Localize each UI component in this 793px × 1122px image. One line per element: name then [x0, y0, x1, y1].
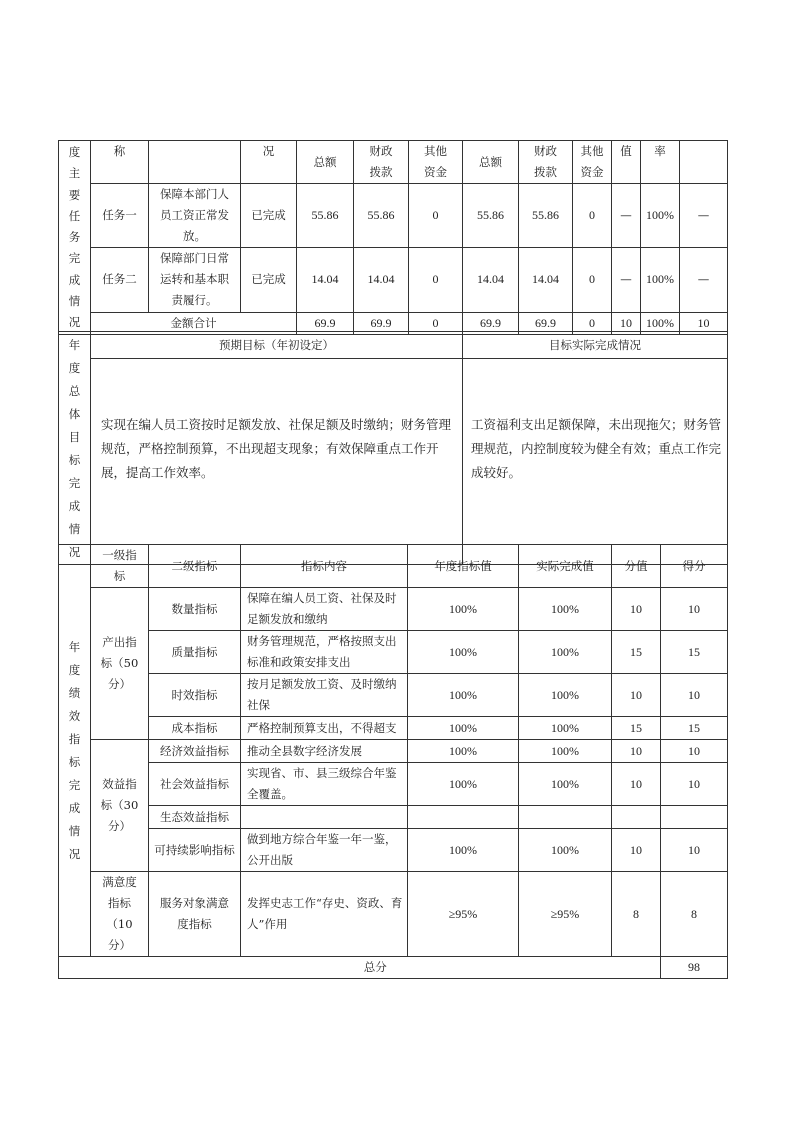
header-actual-other: 其他资金: [573, 141, 612, 184]
task-completion-table: [58, 140, 728, 335]
indicator-score: 10: [661, 588, 728, 631]
indicator-weight: 10: [612, 829, 661, 872]
indicator-content: 推动全县数字经济发展: [241, 740, 408, 763]
indicator-content: [241, 806, 408, 829]
indicator-content: 保障在编人员工资、社保及时足额发放和缴纳: [241, 588, 408, 631]
task-status: 已完成: [241, 184, 297, 248]
indicator-actual: 100%: [519, 829, 612, 872]
indicator-weight: 15: [612, 631, 661, 674]
task-actual-other: 0: [573, 248, 612, 312]
indicator-target: 100%: [408, 740, 519, 763]
indicator-weight: 10: [612, 588, 661, 631]
header-actual-fiscal: 财政拨款: [519, 141, 573, 184]
header-budget-fiscal: 财政拨款: [354, 141, 409, 184]
header-score: [680, 141, 728, 184]
indicator-row: [59, 829, 728, 872]
grand-total-weight: 98: [661, 957, 728, 979]
indicator-row: [59, 872, 728, 957]
group-label-satisfaction: 满意度指标（10分）: [91, 872, 149, 957]
indicator-row: [59, 763, 728, 806]
indicator-level2: 经济效益指标: [149, 740, 241, 763]
task-score: —: [680, 248, 728, 312]
indicator-level2: 可持续影响指标: [149, 829, 241, 872]
task-row: [59, 248, 728, 312]
indicator-weight: [612, 806, 661, 829]
total-budget-other: 0: [409, 312, 463, 334]
header-score: 得分: [661, 545, 728, 588]
task-budget-other: 0: [409, 184, 463, 248]
header-weight: 分值: [612, 545, 661, 588]
header-actual-total: 总额: [463, 141, 519, 184]
indicator-weight: 10: [612, 740, 661, 763]
goal-content-row: [59, 359, 728, 565]
task-actual-total: 14.04: [463, 248, 519, 312]
indicator-target: 100%: [408, 588, 519, 631]
header-name: 称: [91, 141, 149, 184]
header-status: 况: [241, 141, 297, 184]
task-score-value: —: [612, 248, 641, 312]
indicator-target: 100%: [408, 717, 519, 740]
task-exec-rate: 100%: [641, 248, 680, 312]
indicator-target: ≥95%: [408, 872, 519, 957]
total-budget-fiscal: 69.9: [354, 312, 409, 334]
task-content: 保障部门日常运转和基本职责履行。: [149, 248, 241, 312]
indicator-score: 10: [661, 740, 728, 763]
annual-goal-table: [58, 331, 728, 565]
total-budget-total: 69.9: [297, 312, 354, 334]
actual-goal-header: 目标实际完成情况: [463, 332, 728, 359]
indicator-content: 发挥史志工作“存史、资政、育人”作用: [241, 872, 408, 957]
task-actual-fiscal: 55.86: [519, 184, 573, 248]
task-score-value: —: [612, 184, 641, 248]
indicator-actual: [519, 806, 612, 829]
indicator-score: 10: [661, 763, 728, 806]
group-label-benefit: 效益指标（30分）: [91, 740, 149, 872]
total-actual-fiscal: 69.9: [519, 312, 573, 334]
indicator-level2: 服务对象满意度指标: [149, 872, 241, 957]
indicator-actual: 100%: [519, 717, 612, 740]
indicator-target: [408, 806, 519, 829]
indicator-actual: 100%: [519, 588, 612, 631]
indicator-weight: 10: [612, 674, 661, 717]
grand-total-spacer: [59, 957, 91, 979]
header-budget-total: 总额: [297, 141, 354, 184]
indicator-row: [59, 631, 728, 674]
header-budget-other: 其他资金: [409, 141, 463, 184]
task-score: —: [680, 184, 728, 248]
indicator-actual: ≥95%: [519, 872, 612, 957]
indicator-content: 财务管理规范，严格按照支出标准和政策安排支出: [241, 631, 408, 674]
total-actual-other: 0: [573, 312, 612, 334]
indicator-score: [661, 806, 728, 829]
indicator-actual: 100%: [519, 674, 612, 717]
goal-header-row: [59, 332, 728, 359]
task-name: 任务一: [91, 184, 149, 248]
indicator-row: [59, 806, 728, 829]
indicator-target: 100%: [408, 829, 519, 872]
total-score-value: 10: [612, 312, 641, 334]
actual-goal-text: 工资福利支出足额保障，未出现拖欠；财务管理规范，内控制度较为健全有效；重点工作完成较好。: [463, 359, 728, 565]
indicator-weight: 10: [612, 763, 661, 806]
group-label-output: 产出指标（50分）: [91, 588, 149, 740]
indicator-weight: 15: [612, 717, 661, 740]
task-budget-fiscal: 55.86: [354, 184, 409, 248]
indicator-row: [59, 740, 728, 763]
task-name: 任务二: [91, 248, 149, 312]
task-budget-total: 55.86: [297, 184, 354, 248]
indicator-target: 100%: [408, 631, 519, 674]
indicator-score: 8: [661, 872, 728, 957]
task-exec-rate: 100%: [641, 184, 680, 248]
task-actual-fiscal: 14.04: [519, 248, 573, 312]
task-budget-other: 0: [409, 248, 463, 312]
task-section-label: 度主要任务完成情况: [59, 141, 91, 335]
task-budget-fiscal: 14.04: [354, 248, 409, 312]
indicator-level2: 生态效益指标: [149, 806, 241, 829]
total-label: 金额合计: [91, 312, 297, 334]
task-actual-other: 0: [573, 184, 612, 248]
task-header-row: [59, 141, 728, 184]
indicator-score: 10: [661, 829, 728, 872]
header-exec-rate: 率: [641, 141, 680, 184]
grand-total-row: [59, 957, 728, 979]
indicator-header-row: [59, 545, 728, 588]
indicator-content: 严格控制预算支出，不得超支: [241, 717, 408, 740]
indicator-row: [59, 588, 728, 631]
header-target: 年度指标值: [408, 545, 519, 588]
indicator-actual: 100%: [519, 740, 612, 763]
header-actual: 实际完成值: [519, 545, 612, 588]
total-score: 10: [680, 312, 728, 334]
indicator-content: 按月足额发放工资、及时缴纳社保: [241, 674, 408, 717]
indicator-actual: 100%: [519, 631, 612, 674]
indicator-level2: 数量指标: [149, 588, 241, 631]
task-budget-total: 14.04: [297, 248, 354, 312]
indicator-content: 实现省、市、县三级综合年鉴全覆盖。: [241, 763, 408, 806]
indicator-level2: 质量指标: [149, 631, 241, 674]
indicator-row: [59, 717, 728, 740]
indicator-row: [59, 674, 728, 717]
indicator-level2: 社会效益指标: [149, 763, 241, 806]
indicator-target: 100%: [408, 763, 519, 806]
task-actual-total: 55.86: [463, 184, 519, 248]
total-actual-total: 69.9: [463, 312, 519, 334]
grand-total-label: 总分: [91, 957, 661, 979]
indicator-score: 15: [661, 631, 728, 674]
header-score-value: 值: [612, 141, 641, 184]
indicator-weight: 8: [612, 872, 661, 957]
indicator-score: 15: [661, 717, 728, 740]
indicator-target: 100%: [408, 674, 519, 717]
performance-indicator-table: [58, 544, 728, 979]
header-content: 指标内容: [241, 545, 408, 588]
expected-goal-text: 实现在编人员工资按时足额发放、社保足额及时缴纳；财务管理规范，严格控制预算，不出现超支现象；有效保障重点工作开展，提高工作效率。: [91, 359, 463, 565]
task-content: 保障本部门人员工资正常发放。: [149, 184, 241, 248]
total-exec-rate: 100%: [641, 312, 680, 334]
header-content: [149, 141, 241, 184]
indicator-content: 做到地方综合年鉴一年一鉴，公开出版: [241, 829, 408, 872]
header-level2: 二级指标: [149, 545, 241, 588]
task-row: [59, 184, 728, 248]
indicator-score: 10: [661, 674, 728, 717]
indicator-actual: 100%: [519, 763, 612, 806]
task-status: 已完成: [241, 248, 297, 312]
indicator-level2: 成本指标: [149, 717, 241, 740]
indicator-section-label: 年度绩效指标完成情况: [59, 545, 91, 957]
goal-section-label: 年度总体目标完成情况: [59, 332, 91, 565]
header-level1: 一级指标: [91, 545, 149, 588]
expected-goal-header: 预期目标（年初设定）: [91, 332, 463, 359]
indicator-level2: 时效指标: [149, 674, 241, 717]
